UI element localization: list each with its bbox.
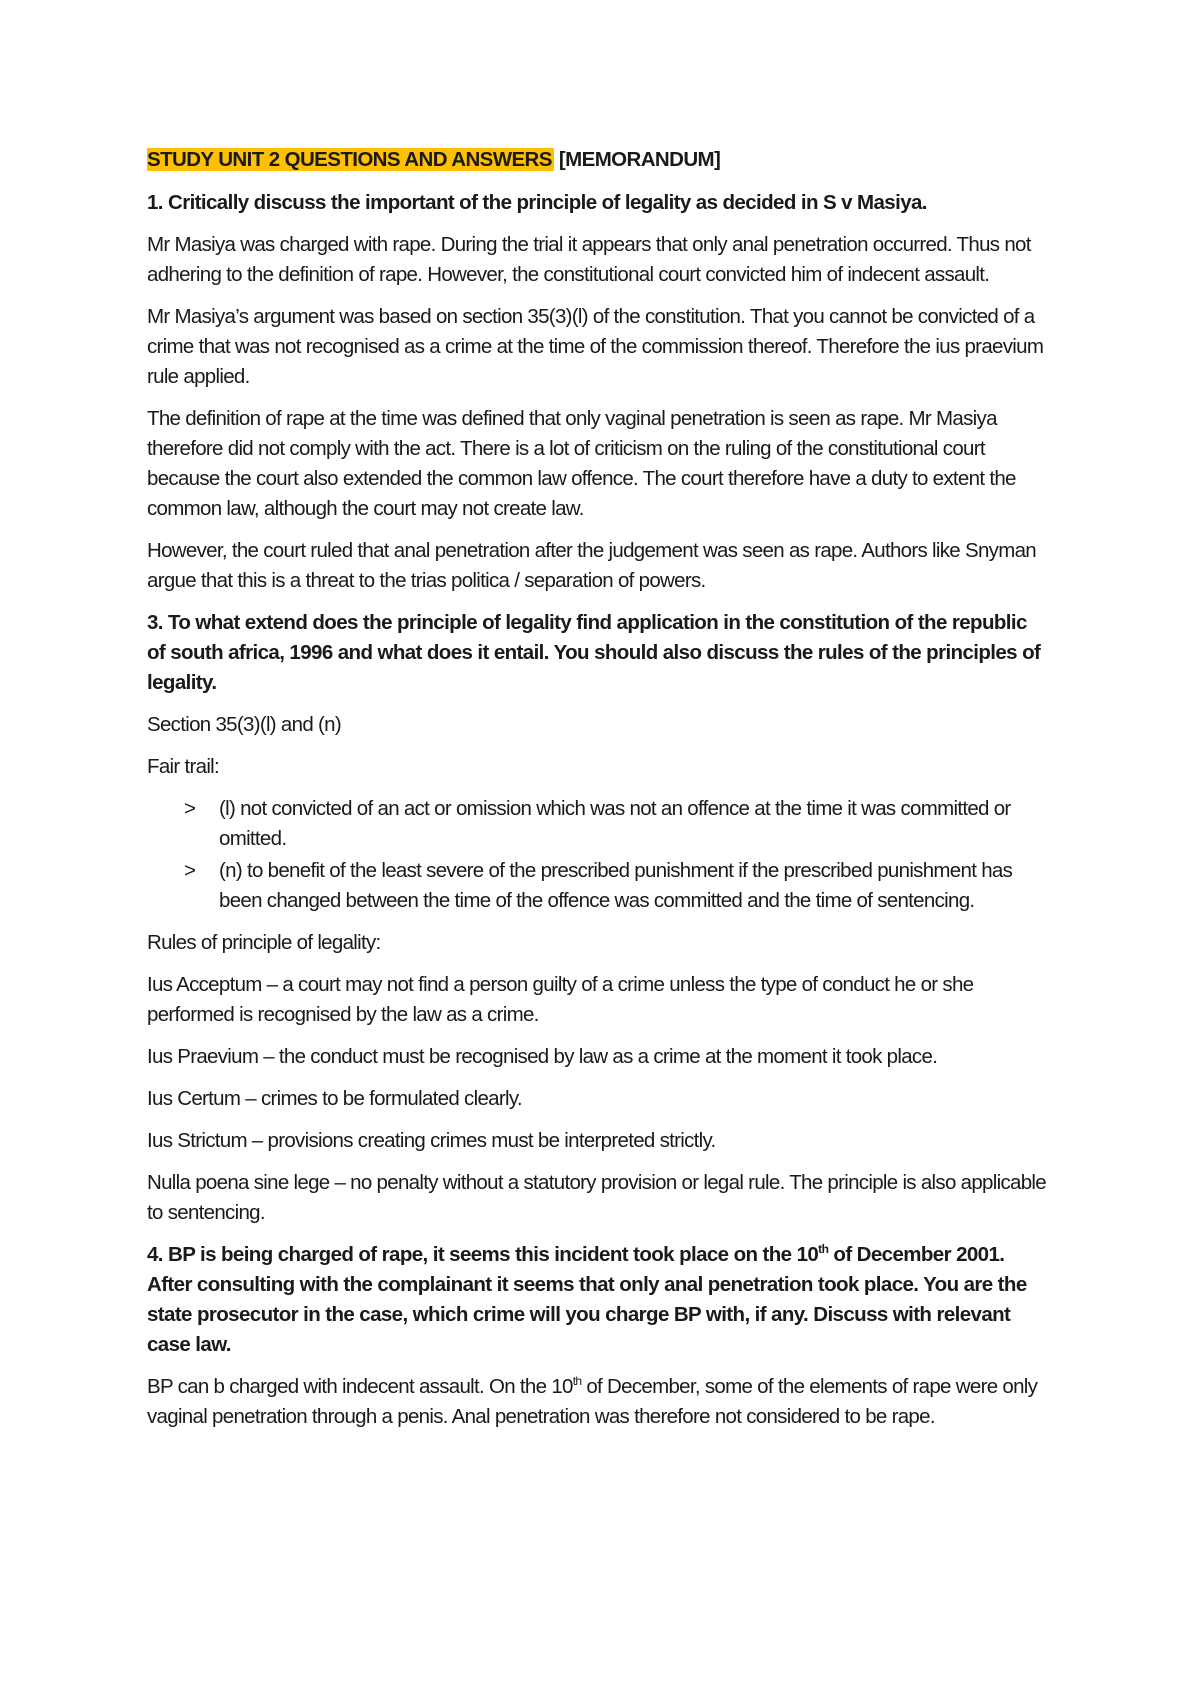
- q1-paragraph: The definition of rape at the time was defined that only vaginal penetration is seen as rape. Mr Masiya therefore did not comply with the act. There is a lot of criticism on the ruling of the constitutional court because the court also extended the common law offence. The court therefore have a duty to extent the common law, although the court may not create law.: [147, 407, 1016, 520]
- q3-bullet-list: [147, 794, 1050, 916]
- question-4: [147, 1240, 1050, 1360]
- q1-paragraph: However, the court ruled that anal penetration after the judgement was seen as rape. Authors like Snyman argue that this is a threat to the trias politica / separation of powers.: [147, 539, 1036, 592]
- q3-rules-heading: Rules of principle of legality:: [147, 931, 381, 954]
- q1-paragraph: Mr Masiya was charged with rape. During the trial it appears that only anal penetration occurred. Thus not adhering to the definition of rape. However, the constitutional court convicted him of indecent assault.: [147, 233, 1031, 286]
- q3-rule: Ius Strictum – provisions creating crimes must be interpreted strictly.: [147, 1129, 716, 1152]
- question-4-text-b: of December 2001. After consulting with the complainant it seems that only anal penetration took place. You are the state prosecutor in the case, which crime will you charge BP with, if any. Discuss with relevant case law.: [147, 1243, 1027, 1356]
- list-item-text: (l) not convicted of an act or omission which was not an offence at the time it was committed or omitted.: [219, 797, 1011, 850]
- list-item: [147, 794, 1050, 854]
- question-1: 1. Critically discuss the important of the principle of legality as decided in S v Masiya.: [147, 191, 927, 214]
- q4-answer-superscript: th: [572, 1374, 582, 1389]
- list-item: [147, 856, 1050, 916]
- question-3: 3. To what extend does the principle of legality find application in the constitution of the republic of south africa, 1996 and what does it entail. You should also discuss the rules of the principles of legality.: [147, 611, 1041, 694]
- q3-rule: Ius Praevium – the conduct must be recognised by law as a crime at the moment it took place.: [147, 1045, 938, 1068]
- q3-rule: Ius Certum – crimes to be formulated clearly.: [147, 1087, 522, 1110]
- title-memorandum: [MEMORANDUM]: [553, 148, 721, 171]
- q4-answer-text-b: of December, some of the elements of rape were only vaginal penetration through a penis. Anal penetration was therefore not considered to be rape.: [147, 1375, 1038, 1428]
- question-4-superscript: th: [818, 1242, 829, 1257]
- q3-rule: Nulla poena sine lege – no penalty without a statutory provision or legal rule. The principle is also applicable to sentencing.: [147, 1171, 1046, 1224]
- question-4-text-a: 4. BP is being charged of rape, it seems this incident took place on the 10: [147, 1243, 819, 1266]
- q1-paragraph: Mr Masiya’s argument was based on section 35(3)(l) of the constitution. That you cannot be convicted of a crime that was not recognised as a crime at the time of the commission thereof. Therefore the ius praevium rule applied.: [147, 305, 1044, 388]
- q4-answer: [147, 1372, 1050, 1432]
- arrow-bullet-icon: >: [184, 797, 196, 820]
- q3-rule: Ius Acceptum – a court may not find a person guilty of a crime unless the type of conduct he or she performed is recognised by the law as a crime.: [147, 973, 974, 1026]
- arrow-bullet-icon: >: [184, 859, 196, 882]
- list-item-text: (n) to benefit of the least severe of the prescribed punishment if the prescribed punishment has been changed between the time of the offence was committed and the time of sentencing.: [219, 859, 1013, 912]
- title-highlighted: STUDY UNIT 2 QUESTIONS AND ANSWERS: [147, 148, 552, 171]
- q4-answer-text-a: BP can b charged with indecent assault. On the 10: [147, 1375, 573, 1398]
- q3-fair-trail: Fair trail:: [147, 755, 220, 778]
- document-title: [147, 146, 1050, 174]
- q3-section-ref: Section 35(3)(l) and (n): [147, 713, 341, 736]
